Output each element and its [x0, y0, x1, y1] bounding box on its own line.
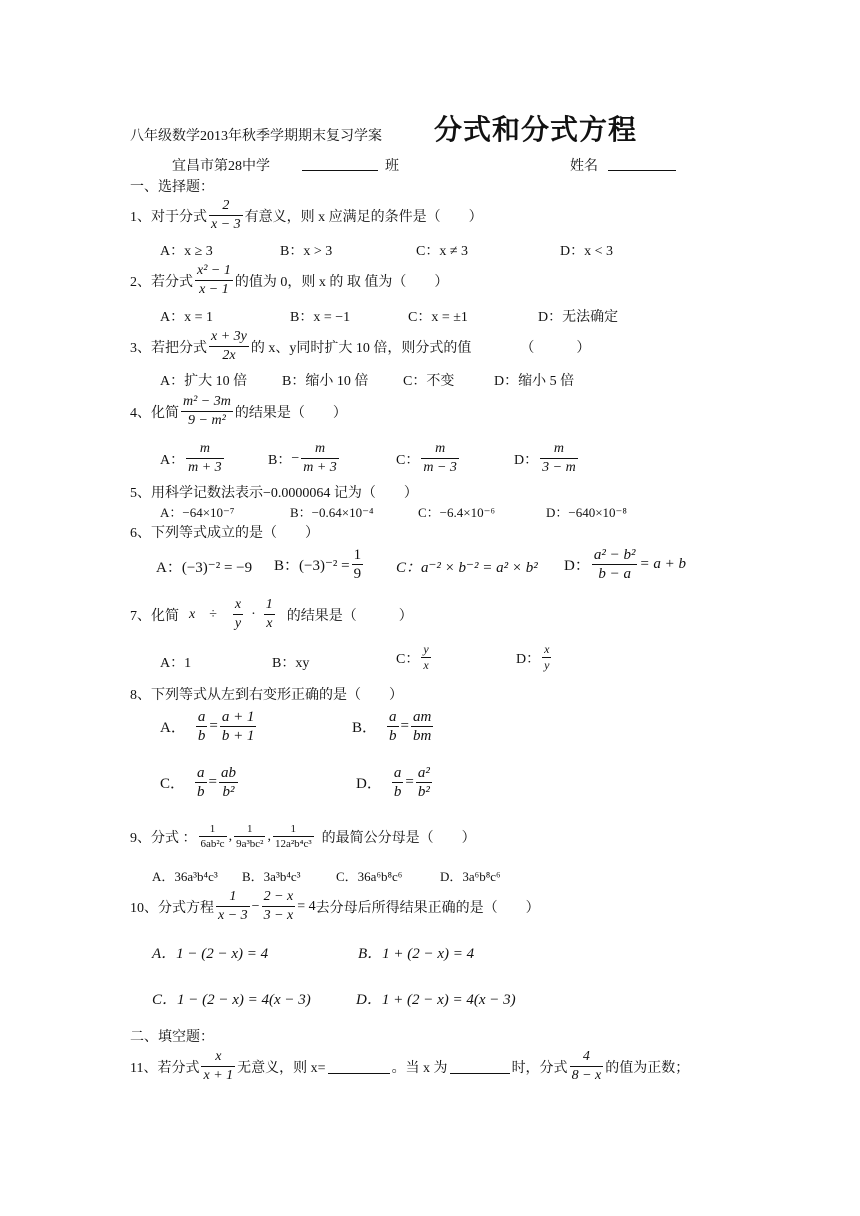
fraction: $\frac{2}{x - 3}$	[211, 198, 241, 232]
option-d: D： $\frac{\text{a² − b²}}{b - a}$ = a + b	[564, 547, 686, 582]
section-heading: 一、选择题：	[130, 180, 214, 195]
option-a: A：−64×10⁻⁷	[160, 505, 235, 520]
question-text: 3、若把分式	[130, 340, 207, 356]
option-d: D．1 + (2 − x) = 4(x − 3)	[356, 992, 516, 1008]
option-b: B：缩小 10 倍	[282, 374, 369, 389]
header-left: 八年级数学2013年秋季学期期末复习学案	[130, 129, 382, 144]
option-b: B．1 + (2 − x) = 4	[358, 946, 475, 962]
option-a: A： $\frac{m}{m + 3}$	[160, 441, 222, 475]
option-d: D： $\frac{x}{y}$	[516, 642, 550, 672]
fraction: $\frac{\text{m² − 3m}}{\text{9 − m²}}$	[183, 394, 231, 428]
option-a: A：x = 1	[160, 310, 214, 325]
name-label: 姓名	[570, 159, 598, 174]
option-d: D．3a⁶b⁸c⁶	[440, 869, 501, 884]
question-text: 1、对于分式	[130, 209, 207, 225]
option-c: C：x = ±1	[408, 310, 468, 325]
option-b: B：(−3)⁻² = $\frac{1}{9}$	[274, 547, 362, 582]
question-8: 8、下列等式从左到右变形正确的是（ ）	[130, 688, 403, 703]
option-d: D：无法确定	[538, 310, 619, 325]
option-c: C：−6.4×10⁻⁶	[418, 505, 495, 520]
option-c: C：x ≠ 3	[416, 244, 469, 259]
option-a: A：x ≥ 3	[160, 244, 213, 259]
option-a: A． $\frac{a}{b}$ = $\frac{a + 1}{b + 1}$	[160, 709, 255, 744]
name-blank	[608, 170, 676, 171]
option-a: A．1 − (2 − x) = 4	[152, 946, 269, 962]
question-text: 的值为 0，则 x 的 取 值为（ ）	[234, 274, 449, 290]
question-10: 10、分式方程 $\frac{1}{x - 3}$ − $\frac{2 - x}{3 - x}$ = 4 去分母后所得结果正确的是（ ）	[130, 889, 540, 923]
fraction: $\frac{\text{x² − 1}}{x - 1}$	[197, 263, 231, 297]
option-d: D：x < 3	[560, 244, 614, 259]
school-name: 宜昌市第28中学	[172, 159, 270, 174]
question-2	[130, 262, 448, 299]
question-7: 7、化简 x ÷ $\frac{x}{y}$ · $\frac{1}{x}$ 的结果是（ ）	[130, 597, 413, 631]
question-1	[130, 197, 483, 234]
option-c: C： $\frac{y}{x}$	[396, 642, 429, 672]
option-c: C： $\frac{m}{m - 3}$	[396, 441, 457, 475]
page-title: 分式和分式方程	[434, 113, 638, 146]
answer-blank[interactable]	[328, 1059, 390, 1074]
option-b: B．3a³b⁴c³	[242, 869, 301, 884]
option-d: D： $\frac{m}{3 - m}$	[514, 441, 576, 475]
option-b: B： − $\frac{m}{m + 3}$	[268, 441, 337, 475]
option-a: A：扩大 10 倍	[160, 374, 248, 389]
option-a: A：1	[160, 656, 192, 671]
question-11: 11、若分式 $\frac{x}{x + 1}$ 无意义，则 x= 。当 x 为 时，分式 $\frac{4}{8 - x}$ 的值为正数；	[130, 1049, 690, 1083]
question-9: 9、分式 ： $\frac{1}{\text{6ab²c}}$ , $\frac{1}{\text{9a³bc²}}$ , $\frac{1}{\text{12a²b⁴c³}}$ 的最简公分母是（ ）	[130, 823, 476, 850]
option-d: D：缩小 5 倍	[494, 374, 575, 389]
option-c: C．1 − (2 − x) = 4(x − 3)	[152, 992, 311, 1008]
question-text: 2、若分式	[130, 274, 193, 290]
option-c: C：a⁻² × b⁻² = a² × b²	[396, 560, 538, 576]
option-c: C．36a⁶b⁸c⁶	[336, 869, 403, 884]
question-5: 5、用科学记数法表示−0.0000064 记为（ ）	[130, 486, 418, 501]
option-b: B． $\frac{a}{b}$ = $\frac{am}{bm}$	[352, 709, 432, 744]
class-label: 班	[385, 159, 399, 174]
question-text: 有意义，则 x 应满足的条件是（ ）	[244, 209, 483, 225]
question-6: 6、下列等式成立的是（ ）	[130, 526, 319, 541]
option-d: D． $\frac{a}{b}$ = $\frac{\text{a²}}{\text{b²}}$	[356, 765, 430, 800]
option-a: A：(−3)⁻² = −9	[156, 560, 253, 576]
class-blank	[302, 170, 378, 171]
section-heading: 二、填空题：	[130, 1030, 214, 1045]
fraction: $\frac{x + 3y}{2x}$	[211, 329, 247, 363]
option-b: B：−0.64×10⁻⁴	[290, 505, 374, 520]
option-b: B：xy	[272, 656, 310, 671]
question-text: 4、化简	[130, 405, 179, 421]
question-text: 的 x、y同时扩大 10 倍，则分式的值 （ ）	[250, 340, 591, 356]
question-3	[130, 328, 590, 365]
option-c: C：不变	[403, 374, 455, 389]
question-text: 的结果是（ ）	[234, 405, 347, 421]
option-a: A．36a³b⁴c³	[152, 869, 218, 884]
option-b: B：x = −1	[290, 310, 351, 325]
answer-blank[interactable]	[450, 1059, 510, 1074]
question-4	[130, 393, 347, 430]
option-d: D：−640×10⁻⁸	[546, 505, 627, 520]
option-b: B：x > 3	[280, 244, 333, 259]
option-c: C． $\frac{a}{b}$ = $\frac{ab}{\text{b²}}$	[160, 765, 236, 800]
